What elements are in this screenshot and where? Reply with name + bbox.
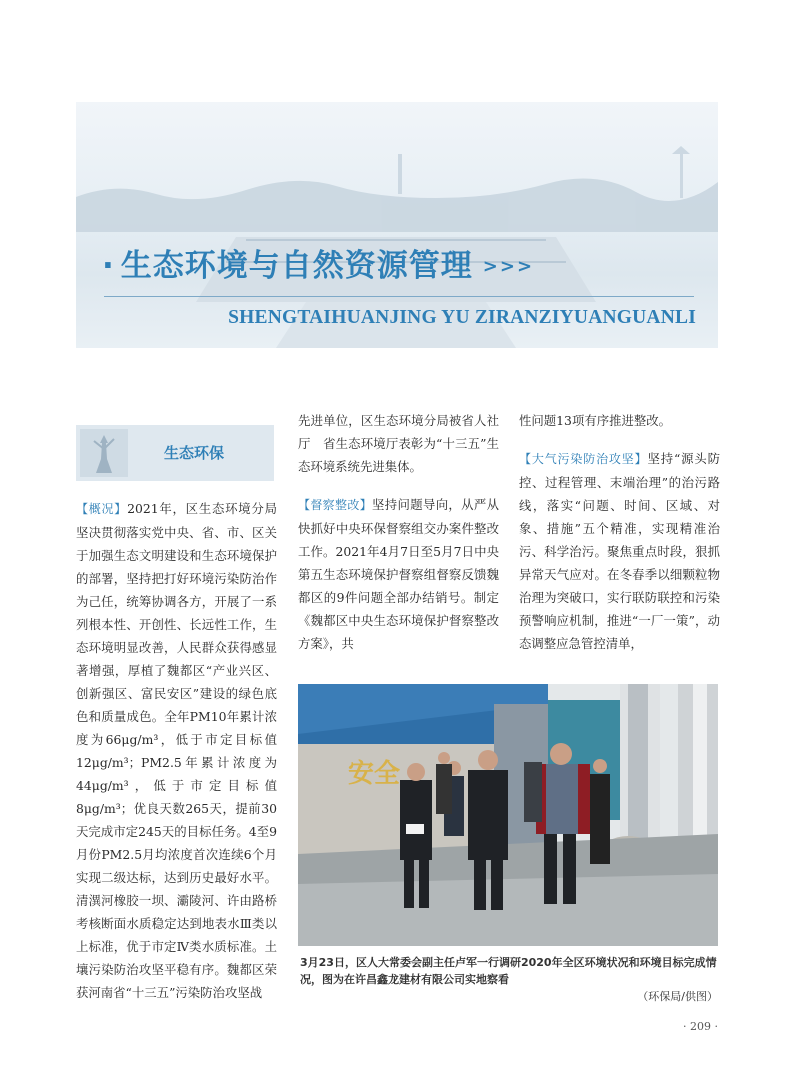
air-pollution-paragraph: [519, 447, 720, 655]
statue-icon: [80, 429, 128, 477]
column-3: [519, 409, 720, 655]
caption-source: （环保局/供图）: [637, 990, 718, 1003]
chapter-pinyin: SHENGTAIHUANJING YU ZIRANZIYUANGUANLI: [228, 307, 696, 328]
overview-paragraph: [76, 497, 277, 1004]
continued-paragraph-2: 性问题13项有序推进整改。: [519, 413, 672, 428]
chapter-title: [102, 240, 534, 285]
photo-caption: [300, 954, 718, 1005]
overview-tag: 【概况】: [76, 502, 128, 516]
inspection-paragraph: [298, 493, 499, 655]
photo-illustration: [298, 684, 718, 946]
inspection-text: 坚持问题导向，从严从快抓好中央环保督察组交办案件整改工作。2021年4月7日至5月7日中央第五生态环境保护督察组督察反馈魏都区的9件问题全部办结销号。制定《魏都区中央生态环境保护督察整改方案》，共: [298, 497, 499, 651]
chapter-banner: [76, 102, 718, 348]
column-2: [298, 409, 499, 655]
air-pollution-text: 坚持“源头防控、过程管理、末端治理”的治污路线，落实“问题、时间、区域、对象、措施”五个精准，实现精准治污、科学治污。聚焦重点时段，狠抓异常天气应对。在冬春季以细颗粒物治理为突破口，实行联防联控和污染预警响应机制，推进“一厂一策”，动态调整应急管控清单，: [519, 451, 720, 651]
title-text: 生态环境与自然资源管理: [120, 248, 473, 284]
title-dot: ·: [102, 248, 115, 284]
inspection-tag: 【督察整改】: [298, 498, 373, 512]
wall-text: 安全: [348, 759, 401, 789]
section-header: [76, 425, 274, 481]
column-1: [76, 497, 277, 1004]
title-rule: [104, 296, 694, 297]
page-number: · 209 ·: [683, 1020, 718, 1033]
section-label: 生态环保: [164, 444, 225, 462]
inspection-photo: [298, 684, 718, 946]
air-pollution-tag: 【大气污染防治攻坚】: [519, 452, 648, 466]
continued-paragraph: 先进单位，区生态环境分局被省人社厅 省生态环境厅表彰为“十三五”生态环境系统先进集体。: [298, 413, 499, 474]
caption-text: 3月23日，区人大常委会副主任卢军一行调研2020年全区环境状况和环境目标完成情况，图为在许昌鑫龙建材有限公司实地察看: [300, 956, 717, 986]
overview-text: 2021年，区生态环境分局坚决贯彻落实党中央、省、市、区关于加强生态文明建设和生态环境保护的部署，坚持把打好环境污染防治作为己任，统筹协调各方，开展了一系列根本性、开创性、长远性工作，生态环境明显改善，人民群众获得感显著增强，厚植了魏都区“产业兴区、创新强区、富民安区”建设的绿色底色和质量成色。全年PM10年累计浓度为66μg/m³，低于市定目标值12μg/m³；PM2.5年累计浓度为44μg/m³，低于市定目标值8μg/m³；优良天数265天，提前30天完成市定245天的目标任务。4至9月份PM2.5月均浓度首次连续6个月实现二级达标，达到历史最好水平。清潩河橡胶一坝、灞陵河、许由路桥考核断面水质稳定达到地表水Ⅲ类以上标准，优于市定Ⅳ类水质标准。土壤污染防治攻坚平稳有序。魏都区荣获河南省“十三五”污染防治攻坚战: [76, 501, 277, 1000]
title-chevrons: >>>: [482, 256, 535, 277]
